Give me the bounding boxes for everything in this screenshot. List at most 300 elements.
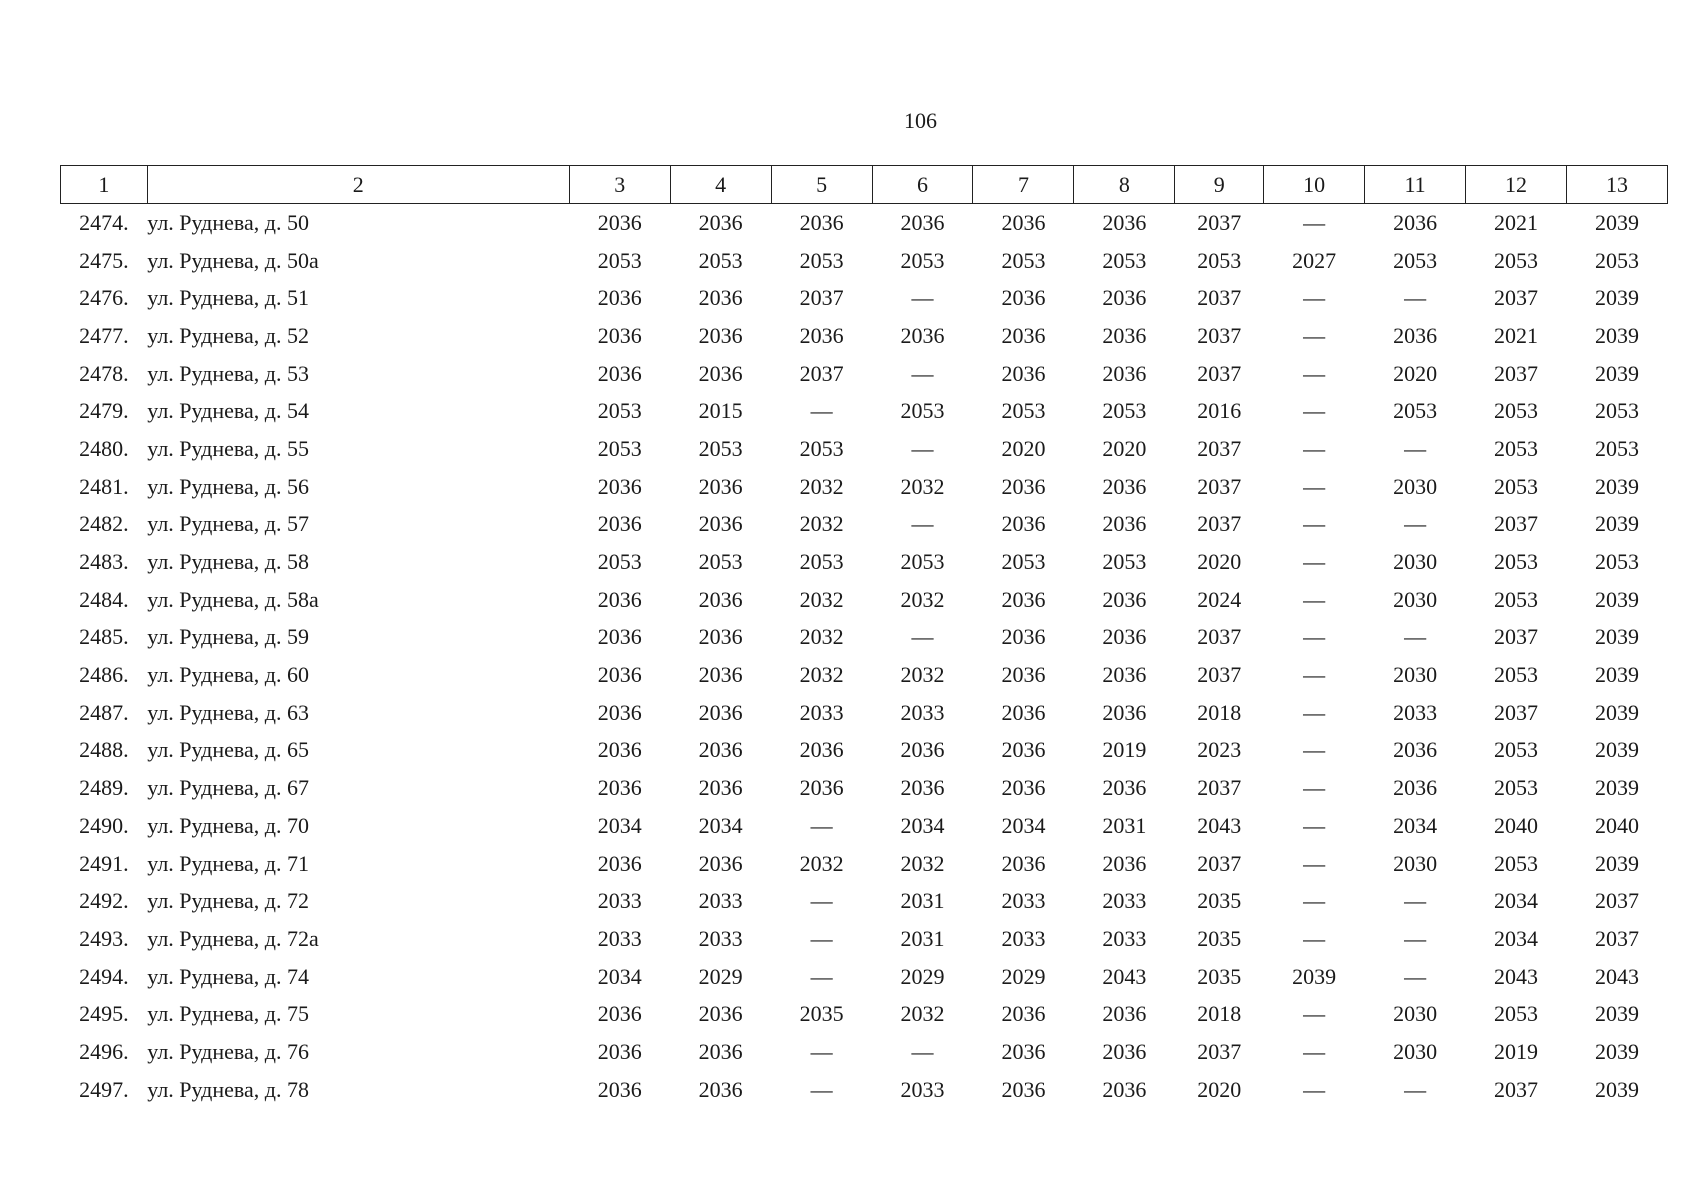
year-cell: 2032: [799, 850, 844, 876]
year-cell: —: [1303, 549, 1326, 575]
table-row: [61, 430, 1668, 468]
table-row: [61, 882, 1668, 920]
year-cell: 2032: [799, 511, 844, 537]
year-cell: 2036: [597, 586, 642, 612]
year-cell: 2039: [1292, 963, 1337, 989]
year-cell: —: [911, 360, 934, 386]
year-cell: 2020: [1001, 435, 1046, 461]
year-cell: —: [810, 925, 833, 951]
year-cell: 2019: [1102, 737, 1147, 763]
year-cell: 2036: [597, 775, 642, 801]
table-row: [61, 807, 1668, 845]
year-cell: —: [911, 624, 934, 650]
year-cell: —: [1404, 511, 1427, 537]
address-cell: ул. Руднева, д. 78: [147, 1076, 309, 1102]
year-cell: 2036: [597, 1038, 642, 1064]
year-cell: —: [1303, 850, 1326, 876]
year-cell: 2039: [1595, 1038, 1639, 1064]
year-cell: 2036: [900, 775, 945, 801]
year-cell: 2039: [1595, 737, 1639, 763]
year-cell: 2034: [900, 812, 945, 838]
year-cell: 2020: [1197, 1076, 1242, 1102]
year-cell: 2027: [1292, 247, 1337, 273]
year-cell: 2032: [799, 662, 844, 688]
year-cell: 2020: [1102, 435, 1147, 461]
table-row: [61, 543, 1668, 581]
year-cell: 2034: [597, 812, 642, 838]
table-row: [61, 581, 1668, 619]
year-cell: 2036: [698, 775, 743, 801]
address-cell: ул. Руднева, д. 51: [147, 285, 309, 311]
year-cell: 2053: [698, 549, 743, 575]
year-cell: —: [911, 435, 934, 461]
year-cell: 2053: [1595, 549, 1639, 575]
table-body: [61, 204, 1668, 1109]
row-number-cell: 2479.: [79, 398, 129, 424]
year-cell: 2034: [1494, 888, 1539, 914]
year-cell: 2036: [1102, 285, 1147, 311]
year-cell: —: [1303, 699, 1326, 725]
year-cell: 2036: [1001, 775, 1046, 801]
year-cell: 2032: [900, 850, 945, 876]
year-cell: 2037: [799, 285, 844, 311]
year-cell: 2053: [597, 247, 642, 273]
table-header: [61, 166, 1668, 204]
year-cell: —: [911, 1038, 934, 1064]
year-cell: 2053: [1494, 435, 1539, 461]
year-cell: 2037: [1197, 285, 1242, 311]
year-cell: 2053: [1494, 398, 1539, 424]
year-cell: 2039: [1595, 586, 1639, 612]
year-cell: 2031: [1102, 812, 1147, 838]
table-row: [61, 656, 1668, 694]
row-number-cell: 2482.: [79, 511, 129, 537]
row-number-cell: 2485.: [79, 624, 129, 650]
year-cell: —: [1303, 473, 1326, 499]
year-cell: 2036: [698, 850, 743, 876]
row-number-cell: 2491.: [79, 850, 129, 876]
table-row: [61, 506, 1668, 544]
year-cell: 2053: [900, 398, 945, 424]
year-cell: 2016: [1197, 398, 1242, 424]
year-cell: 2036: [799, 737, 844, 763]
column-header: 3: [569, 166, 670, 204]
year-cell: 2036: [698, 360, 743, 386]
address-cell: ул. Руднева, д. 71: [147, 850, 309, 876]
year-cell: 2035: [799, 1001, 844, 1027]
table-row: [61, 242, 1668, 280]
year-cell: 2036: [1102, 624, 1147, 650]
year-cell: 2033: [900, 1076, 945, 1102]
row-number-cell: 2474.: [79, 209, 129, 235]
year-cell: 2039: [1595, 1001, 1639, 1027]
year-cell: 2036: [1393, 737, 1438, 763]
year-cell: 2053: [1494, 850, 1539, 876]
row-number-cell: 2483.: [79, 549, 129, 575]
year-cell: 2033: [597, 888, 642, 914]
year-cell: 2033: [1102, 888, 1147, 914]
year-cell: 2029: [1001, 963, 1046, 989]
year-cell: 2036: [597, 285, 642, 311]
year-cell: 2023: [1197, 737, 1242, 763]
year-cell: 2053: [597, 549, 642, 575]
table-row: [61, 317, 1668, 355]
table-row: [61, 920, 1668, 958]
address-cell: ул. Руднева, д. 76: [147, 1038, 309, 1064]
year-cell: 2053: [1102, 247, 1147, 273]
column-header: 9: [1175, 166, 1264, 204]
year-cell: 2036: [799, 322, 844, 348]
table-row: [61, 845, 1668, 883]
year-cell: 2053: [799, 435, 844, 461]
year-cell: 2036: [900, 209, 945, 235]
year-cell: —: [1303, 586, 1326, 612]
year-cell: 2036: [799, 775, 844, 801]
year-cell: 2033: [698, 925, 743, 951]
year-cell: 2032: [799, 624, 844, 650]
year-cell: 2033: [799, 699, 844, 725]
column-header: 10: [1264, 166, 1365, 204]
column-header: 6: [872, 166, 973, 204]
year-cell: 2036: [1001, 322, 1046, 348]
address-cell: ул. Руднева, д. 72а: [147, 925, 319, 951]
year-cell: 2053: [799, 549, 844, 575]
year-cell: 2036: [1102, 775, 1147, 801]
year-cell: 2053: [900, 549, 945, 575]
row-number-cell: 2486.: [79, 662, 129, 688]
column-header: 13: [1567, 166, 1668, 204]
year-cell: 2036: [597, 1076, 642, 1102]
year-cell: 2039: [1595, 662, 1639, 688]
year-cell: 2053: [1494, 737, 1539, 763]
year-cell: 2043: [1102, 963, 1147, 989]
year-cell: —: [1303, 285, 1326, 311]
row-number-cell: 2493.: [79, 925, 129, 951]
row-number-cell: 2481.: [79, 473, 129, 499]
year-cell: 2034: [1393, 812, 1438, 838]
year-cell: 2030: [1393, 473, 1438, 499]
year-cell: 2040: [1494, 812, 1539, 838]
year-cell: —: [1404, 888, 1427, 914]
year-cell: 2053: [1595, 398, 1639, 424]
year-cell: 2036: [597, 850, 642, 876]
year-cell: 2036: [1393, 322, 1438, 348]
table-row: [61, 392, 1668, 430]
year-cell: 2037: [1494, 624, 1539, 650]
year-cell: 2036: [597, 624, 642, 650]
year-cell: 2043: [1197, 812, 1242, 838]
table-row: [61, 769, 1668, 807]
year-cell: 2053: [1595, 247, 1639, 273]
column-header: 12: [1466, 166, 1567, 204]
year-cell: 2053: [1494, 247, 1539, 273]
year-cell: 2035: [1197, 963, 1242, 989]
year-cell: —: [810, 963, 833, 989]
year-cell: 2033: [1001, 888, 1046, 914]
row-number-cell: 2495.: [79, 1001, 129, 1027]
year-cell: 2018: [1197, 699, 1242, 725]
year-cell: 2053: [1494, 1001, 1539, 1027]
year-cell: 2037: [1494, 360, 1539, 386]
year-cell: 2036: [1102, 850, 1147, 876]
year-cell: 2043: [1595, 963, 1639, 989]
row-number-cell: 2494.: [79, 963, 129, 989]
column-header: 7: [973, 166, 1074, 204]
address-cell: ул. Руднева, д. 74: [147, 963, 309, 989]
row-number-cell: 2489.: [79, 775, 129, 801]
year-cell: 2033: [1102, 925, 1147, 951]
address-cell: ул. Руднева, д. 52: [147, 322, 309, 348]
row-number-cell: 2475.: [79, 247, 129, 273]
address-cell: ул. Руднева, д. 65: [147, 737, 309, 763]
table-row: [61, 355, 1668, 393]
column-header: 11: [1365, 166, 1466, 204]
year-cell: —: [810, 888, 833, 914]
year-cell: 2030: [1393, 662, 1438, 688]
year-cell: 2034: [1494, 925, 1539, 951]
year-cell: 2053: [1595, 435, 1639, 461]
year-cell: 2036: [1001, 285, 1046, 311]
year-cell: 2036: [698, 209, 743, 235]
year-cell: 2039: [1595, 775, 1639, 801]
row-number-cell: 2488.: [79, 737, 129, 763]
year-cell: 2036: [698, 1038, 743, 1064]
year-cell: —: [1303, 360, 1326, 386]
year-cell: 2039: [1595, 285, 1639, 311]
year-cell: —: [1303, 662, 1326, 688]
address-cell: ул. Руднева, д. 55: [147, 435, 309, 461]
row-number-cell: 2496.: [79, 1038, 129, 1064]
year-cell: 2032: [900, 662, 945, 688]
page-number: 106: [904, 108, 937, 133]
year-cell: 2039: [1595, 850, 1639, 876]
year-cell: —: [1303, 624, 1326, 650]
year-cell: —: [1404, 963, 1427, 989]
address-cell: ул. Руднева, д. 60: [147, 662, 309, 688]
year-cell: 2053: [1494, 473, 1539, 499]
address-cell: ул. Руднева, д. 50а: [147, 247, 319, 273]
year-cell: 2030: [1393, 586, 1438, 612]
year-cell: 2036: [900, 322, 945, 348]
address-cell: ул. Руднева, д. 53: [147, 360, 309, 386]
address-cell: ул. Руднева, д. 67: [147, 775, 309, 801]
year-cell: —: [1404, 285, 1427, 311]
year-cell: —: [810, 1076, 833, 1102]
table-row: [61, 1071, 1668, 1109]
year-cell: —: [911, 511, 934, 537]
year-cell: 2053: [1001, 247, 1046, 273]
year-cell: —: [810, 398, 833, 424]
year-cell: 2053: [1494, 549, 1539, 575]
year-cell: 2039: [1595, 473, 1639, 499]
year-cell: 2037: [1595, 888, 1639, 914]
year-cell: 2036: [597, 209, 642, 235]
year-cell: 2034: [1001, 812, 1046, 838]
year-cell: 2032: [799, 473, 844, 499]
year-cell: 2033: [698, 888, 743, 914]
address-cell: ул. Руднева, д. 58: [147, 549, 309, 575]
year-cell: 2033: [1393, 699, 1438, 725]
year-cell: 2039: [1595, 1076, 1639, 1102]
year-cell: 2036: [1001, 1076, 1046, 1102]
year-cell: 2053: [900, 247, 945, 273]
year-cell: 2030: [1393, 1001, 1438, 1027]
address-cell: ул. Руднева, д. 57: [147, 511, 309, 537]
row-number-cell: 2484.: [79, 586, 129, 612]
year-cell: 2036: [1102, 699, 1147, 725]
year-cell: 2036: [1102, 1038, 1147, 1064]
year-cell: 2037: [1197, 473, 1242, 499]
year-cell: —: [1404, 1076, 1427, 1102]
year-cell: 2053: [1494, 662, 1539, 688]
year-cell: 2040: [1595, 812, 1639, 838]
year-cell: 2039: [1595, 511, 1639, 537]
row-number-cell: 2490.: [79, 812, 129, 838]
address-cell: ул. Руднева, д. 59: [147, 624, 309, 650]
year-cell: 2037: [1197, 435, 1242, 461]
column-header: 8: [1074, 166, 1175, 204]
year-cell: 2036: [597, 473, 642, 499]
year-cell: 2019: [1494, 1038, 1539, 1064]
year-cell: 2037: [1494, 511, 1539, 537]
year-cell: 2021: [1494, 209, 1539, 235]
year-cell: —: [1303, 775, 1326, 801]
row-number-cell: 2476.: [79, 285, 129, 311]
year-cell: —: [1404, 624, 1427, 650]
address-cell: ул. Руднева, д. 75: [147, 1001, 309, 1027]
year-cell: 2035: [1197, 888, 1242, 914]
year-cell: 2036: [698, 586, 743, 612]
year-cell: 2053: [1393, 247, 1438, 273]
address-cell: ул. Руднева, д. 50: [147, 209, 309, 235]
year-cell: —: [1303, 209, 1326, 235]
year-cell: —: [1303, 1038, 1326, 1064]
year-cell: 2036: [900, 737, 945, 763]
table-row: [61, 958, 1668, 996]
year-cell: 2037: [1197, 360, 1242, 386]
row-number-cell: 2487.: [79, 699, 129, 725]
row-number-cell: 2480.: [79, 435, 129, 461]
year-cell: 2037: [1595, 925, 1639, 951]
year-cell: 2037: [1494, 699, 1539, 725]
table-row: [61, 204, 1668, 242]
year-cell: 2036: [1001, 1001, 1046, 1027]
year-cell: 2032: [900, 586, 945, 612]
column-header: 2: [147, 166, 569, 204]
year-cell: 2036: [597, 699, 642, 725]
year-cell: 2032: [799, 586, 844, 612]
column-header: 1: [61, 166, 148, 204]
year-cell: 2036: [1001, 850, 1046, 876]
year-cell: 2032: [900, 1001, 945, 1027]
year-cell: 2020: [1197, 549, 1242, 575]
row-number-cell: 2477.: [79, 322, 129, 348]
year-cell: 2036: [1102, 1001, 1147, 1027]
year-cell: 2033: [1001, 925, 1046, 951]
year-cell: —: [1303, 737, 1326, 763]
year-cell: —: [1303, 511, 1326, 537]
year-cell: 2036: [1001, 662, 1046, 688]
year-cell: 2036: [1102, 473, 1147, 499]
year-cell: 2034: [597, 963, 642, 989]
year-cell: 2053: [597, 435, 642, 461]
year-cell: 2036: [1001, 624, 1046, 650]
year-cell: 2036: [698, 511, 743, 537]
year-cell: 2053: [698, 435, 743, 461]
year-cell: 2036: [698, 1001, 743, 1027]
year-cell: —: [1303, 925, 1326, 951]
year-cell: 2036: [1102, 662, 1147, 688]
year-cell: 2030: [1393, 850, 1438, 876]
year-cell: —: [1404, 925, 1427, 951]
year-cell: —: [1303, 398, 1326, 424]
year-cell: 2036: [1102, 511, 1147, 537]
row-number-cell: 2492.: [79, 888, 129, 914]
year-cell: 2031: [900, 888, 945, 914]
year-cell: 2032: [900, 473, 945, 499]
data-table: [60, 165, 1668, 1109]
row-number-cell: 2497.: [79, 1076, 129, 1102]
year-cell: 2035: [1197, 925, 1242, 951]
table-row: [61, 468, 1668, 506]
year-cell: 2039: [1595, 624, 1639, 650]
year-cell: 2039: [1595, 360, 1639, 386]
year-cell: 2036: [799, 209, 844, 235]
year-cell: 2036: [1001, 1038, 1046, 1064]
year-cell: 2029: [698, 963, 743, 989]
address-cell: ул. Руднева, д. 54: [147, 398, 309, 424]
year-cell: 2053: [1494, 775, 1539, 801]
year-cell: 2036: [1102, 322, 1147, 348]
year-cell: 2053: [698, 247, 743, 273]
year-cell: 2036: [698, 473, 743, 499]
year-cell: 2053: [1393, 398, 1438, 424]
year-cell: 2015: [698, 398, 743, 424]
table-row: [61, 694, 1668, 732]
year-cell: 2036: [698, 699, 743, 725]
year-cell: 2036: [1102, 586, 1147, 612]
year-cell: 2036: [597, 511, 642, 537]
year-cell: 2036: [597, 1001, 642, 1027]
year-cell: —: [810, 812, 833, 838]
year-cell: 2018: [1197, 1001, 1242, 1027]
address-cell: ул. Руднева, д. 56: [147, 473, 309, 499]
year-cell: 2036: [1102, 360, 1147, 386]
year-cell: 2036: [1001, 209, 1046, 235]
year-cell: 2033: [597, 925, 642, 951]
year-cell: 2039: [1595, 209, 1639, 235]
year-cell: —: [911, 285, 934, 311]
year-cell: 2037: [1494, 1076, 1539, 1102]
year-cell: 2053: [1197, 247, 1242, 273]
header-row: [61, 166, 1668, 204]
column-header: 5: [771, 166, 872, 204]
address-cell: ул. Руднева, д. 72: [147, 888, 309, 914]
year-cell: 2036: [1001, 737, 1046, 763]
table-row: [61, 995, 1668, 1033]
year-cell: 2053: [799, 247, 844, 273]
year-cell: 2031: [900, 925, 945, 951]
year-cell: —: [1303, 322, 1326, 348]
year-cell: 2036: [597, 737, 642, 763]
year-cell: 2037: [1197, 850, 1242, 876]
address-cell: ул. Руднева, д. 70: [147, 812, 309, 838]
year-cell: 2033: [900, 699, 945, 725]
year-cell: 2036: [1393, 209, 1438, 235]
year-cell: 2036: [698, 322, 743, 348]
year-cell: —: [1303, 812, 1326, 838]
year-cell: 2037: [1197, 775, 1242, 801]
